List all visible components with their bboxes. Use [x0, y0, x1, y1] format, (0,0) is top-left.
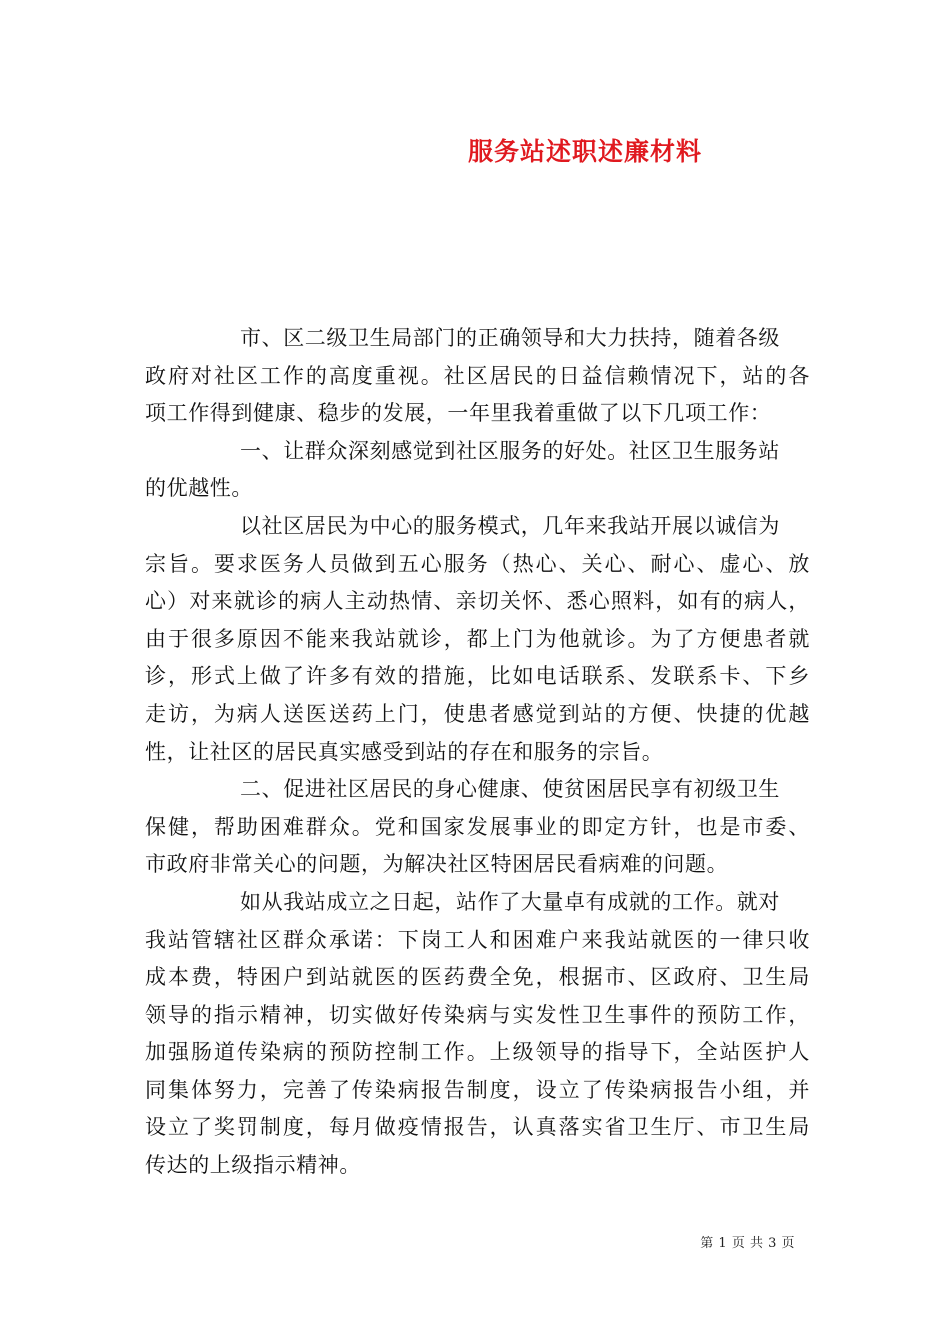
body-line: 加强肠道传染病的预防控制工作。上级领导的指导下，全站医护人 [145, 1040, 810, 1065]
body-line: 成本费，特困户到站就医的医药费全免，根据市、区政府、卫生局 [145, 965, 810, 990]
body-line: 市政府非常关心的问题，为解决社区特困居民看病难的问题。 [145, 852, 729, 877]
body-line: 传达的上级指示精神。 [145, 1153, 361, 1178]
body-line: 同集体努力，完善了传染病报告制度，设立了传染病报告小组，并 [145, 1077, 810, 1102]
body-line: 宗旨。要求医务人员做到五心服务（热心、关心、耐心、虚心、放 [145, 551, 810, 576]
body-line: 保健，帮助困难群众。党和国家发展事业的即定方针，也是市委、 [145, 814, 810, 839]
body-line: 性，让社区的居民真实感受到站的存在和服务的宗旨。 [145, 739, 664, 764]
body-line: 项工作得到健康、稳步的发展，一年里我着重做了以下几项工作： [145, 401, 772, 426]
body-line: 二、促进社区居民的身心健康、使贫困居民享有初级卫生 [240, 777, 780, 802]
body-line: 走访，为病人送医送药上门，使患者感觉到站的方便、快捷的优越 [145, 701, 810, 726]
body-line: 的优越性。 [145, 476, 253, 501]
body-line: 以社区居民为中心的服务模式，几年来我站开展以诚信为 [240, 513, 780, 538]
body-line: 心）对来就诊的病人主动热情、亲切关怀、悉心照料，如有的病人， [145, 589, 810, 614]
page-number: 第 1 页 共 3 页 [700, 1236, 795, 1251]
body-line: 政府对社区工作的高度重视。社区居民的日益信赖情况下，站的各 [145, 363, 810, 388]
body-line: 如从我站成立之日起，站作了大量卓有成就的工作。就对 [240, 889, 780, 914]
body-line: 市、区二级卫生局部门的正确领导和大力扶持，随着各级 [240, 326, 780, 350]
document-title: 服务站述职述廉材料 [467, 137, 702, 166]
body-line: 设立了奖罚制度，每月做疫情报告，认真落实省卫生厅、市卫生局 [145, 1115, 810, 1140]
body-line: 诊，形式上做了许多有效的措施，比如电话联系、发联系卡、下乡 [145, 664, 810, 689]
body-line: 由于很多原因不能来我站就诊，都上门为他就诊。为了方便患者就 [145, 626, 810, 651]
body-line: 我站管辖社区群众承诺：下岗工人和困难户来我站就医的一律只收 [145, 927, 810, 952]
body-line: 领导的指示精神，切实做好传染病与实发性卫生事件的预防工作， [145, 1002, 810, 1027]
body-line: 一、让群众深刻感觉到社区服务的好处。社区卫生服务站 [240, 438, 780, 463]
document-body [145, 320, 810, 1185]
